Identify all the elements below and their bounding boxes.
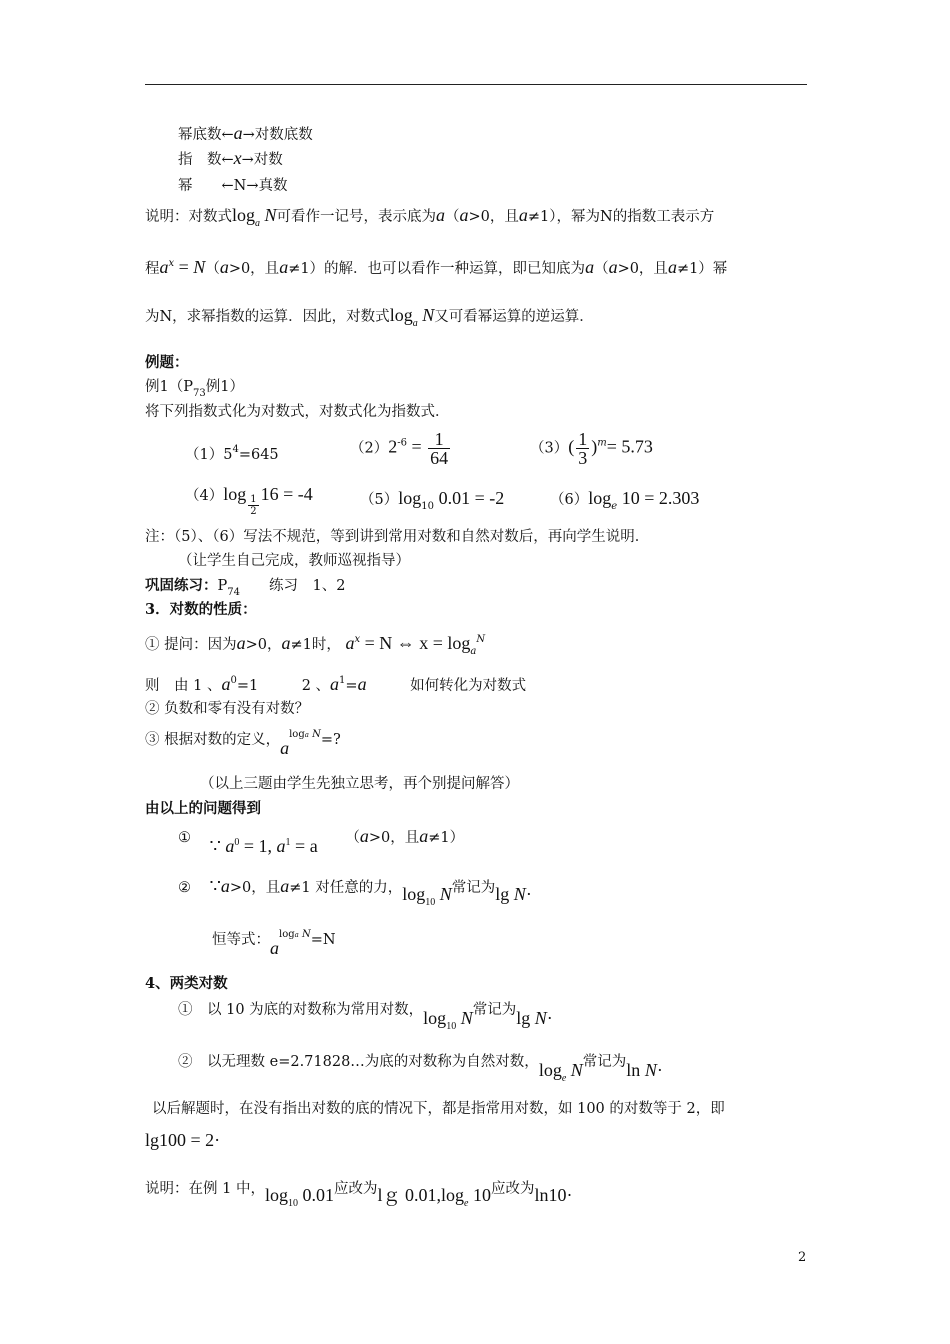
section-3-title: 3．对数的性质： <box>145 601 257 618</box>
examples-heading: 例题： <box>145 354 189 371</box>
result-2: ② ∵a>0，且a≠1 对任意的力，$\log_{10} N$常记为lg N· <box>178 876 532 908</box>
final-note: 说明：在例 1 中，$\log_{10} 0.01$应改为lｇ $0.01,\log_e$ 10应改为ln10· <box>145 1181 573 1209</box>
lg100-eq: lg100 = 2· <box>145 1130 221 1150</box>
section-3-q1: ① 提问：因为a>0，a≠1时， $a^x = N$ ⇔ $x = \log_a^N$ <box>145 633 486 657</box>
example-item-2: $(2)2^{-6}$ = $\frac{1}{64}$ <box>350 429 449 468</box>
section-3-q4: （以上三题由学生先独立思考，再个别提问解答） <box>200 776 519 792</box>
desc-line-3: 为N，求幂指数的运算．因此，对数式$\log_a N$又可看幂运算的逆运算． <box>145 305 594 329</box>
example-note-2: （让学生自己完成，教师巡视指导） <box>178 553 410 569</box>
section-3-q2: ② 负数和零有没有对数？ <box>145 701 310 717</box>
page-number: 2 <box>798 1250 807 1265</box>
example-item-3: （3）( $\frac{1}{3}$ )$^m$= 5.73 <box>530 429 653 468</box>
practice-line: 巩固练习：$P_{74}$ 练习 1、2 <box>145 577 346 598</box>
identity: 恒等式：$a^{loga N}=N$ <box>212 929 336 958</box>
natural-log: ② 以无理数 e=2.71828…为底的对数称为自然对数，$\log_e N$常记为ln N· <box>178 1054 663 1084</box>
result-1: ① ∵ $a^0 = 1$, $a^1 = a$ （a>0，且a≠1） <box>178 826 465 856</box>
section-3-q3: ③ 根据对数的定义，$a^{loga N}=$? <box>145 729 341 758</box>
example-item-6: $(6)\log_e$ 10 = 2.303 <box>550 488 700 512</box>
section-3-q1-detail: 则 由 1 、$a^0=1$ 2 、$a^1=a$ 如何转化为对数式 <box>145 674 527 694</box>
header-rule <box>145 84 807 85</box>
example-1-title: 例$1(P_{73}$例1） <box>145 379 244 399</box>
row-base: 幂底数←a→对数底数 <box>178 123 313 143</box>
example-item-1: $(1)5^4=645$ <box>185 444 279 463</box>
example-instruction: 将下列指数式化为对数式，对数式化为指数式． <box>145 404 450 420</box>
row-exponent: 指 数←x→对数 <box>178 148 283 168</box>
desc-line-1: 说明：对数式$\log_a N$可看作一记号，表示底为a（a>0，且a≠1），幂为N的指数工表示方 <box>145 205 715 229</box>
common-log: ① 以 10 为底的对数称为常用对数，$\log_{10} N$常记为lg N· <box>178 1002 553 1032</box>
example-item-5: $(5)\log_{10}$ 0.01 = -2 <box>360 488 505 512</box>
later-note: 以后解题时，在没有指出对数的底的情况下，都是指常用对数，如 100 的对数等于 2，即 <box>152 1101 725 1117</box>
row-power: 幂 ←N→真数 <box>178 178 288 194</box>
result-title: 由以上的问题得到 <box>145 800 261 817</box>
example-note: 注：（5）、（6）写法不规范，等到讲到常用对数和自然对数后，再向学生说明． <box>145 529 650 545</box>
desc-line-2: 程$a^x = N(a>0$，且a≠1）的解．也可以看作一种运算，即已知底为a（a>0，且a≠1）幂 <box>145 257 728 277</box>
example-item-4: （4）log $\frac{1}{2}$ 16 = -4 <box>185 484 313 517</box>
section-4-title: 4、两类对数 <box>145 975 228 992</box>
